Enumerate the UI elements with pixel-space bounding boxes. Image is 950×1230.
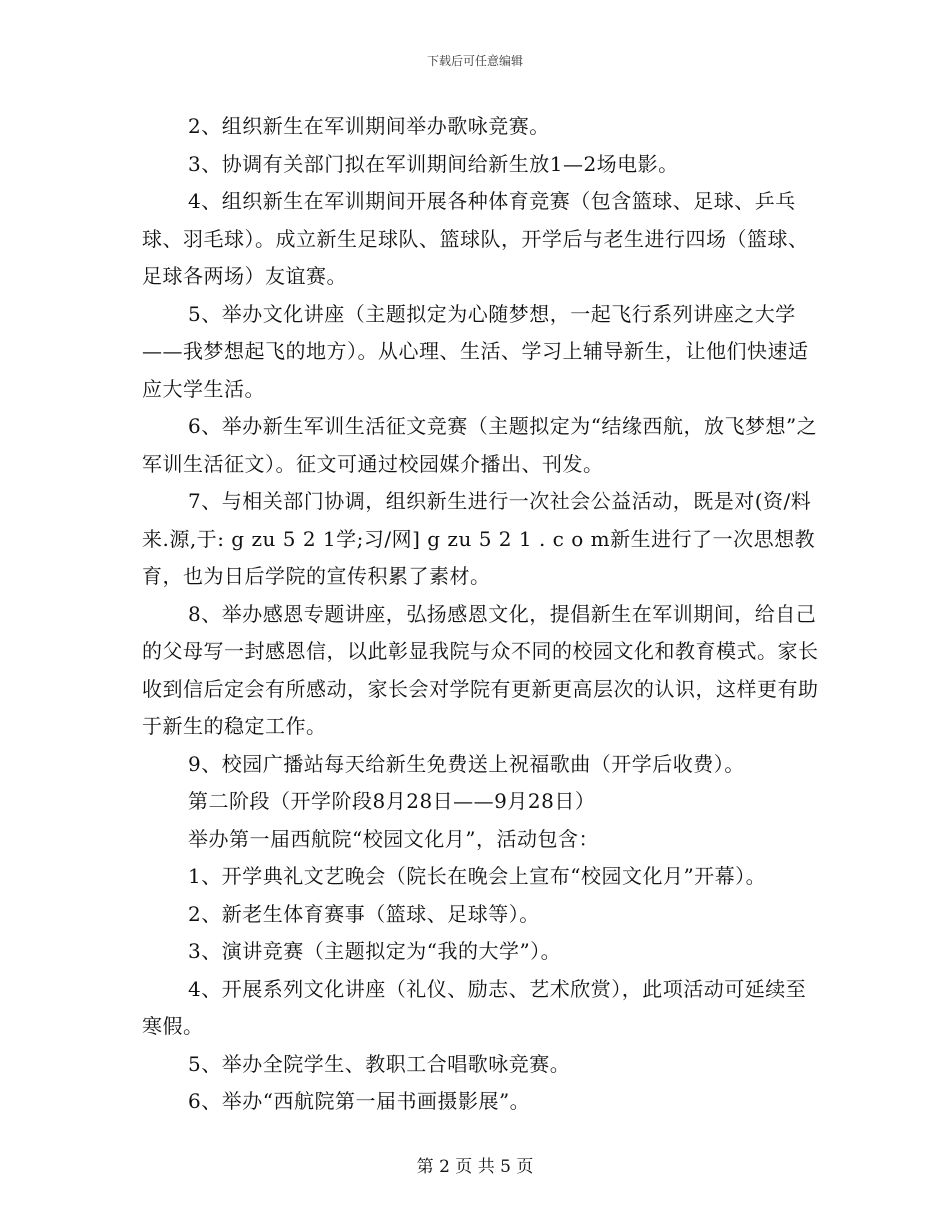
paragraph: 6、举办“西航院第一届书画摄影展”。 — [188, 1089, 531, 1113]
paragraph: 2、新老生体育赛事（篮球、足球等）。 — [188, 901, 540, 926]
paragraph: 举办第一届西航院“校园文化月”，活动包含： — [188, 826, 599, 851]
page-header: 下载后可任意编辑 — [426, 54, 523, 68]
paragraph: 2、组织新生在军训期间举办歌咏竞赛。 — [188, 114, 550, 138]
document-body — [142, 108, 822, 1121]
paragraph: 5、举办文化讲座（主题拟定为心随梦想，一起飞行系列讲座之大学——我梦想起飞的地方）。从心理、生活、学习上辅导新生，让他们快速适应大学生活。 — [142, 301, 809, 401]
paragraph: 8、举办感恩专题讲座，弘扬感恩文化，提倡新生在军训期间，给自己的父母写一封感恩信，以此彰显我院与众不同的校园文化和教育模式。家长收到信后定会有所感动，家长会对学院有更新更高层次的认识，这样更有助于新生的稳定工作。 — [142, 601, 819, 738]
paragraph: 5、举办全院学生、教职工合唱歌咏竞赛。 — [188, 1051, 571, 1076]
paragraph: 7、与相关部门协调，组织新生进行一次社会公益活动，既是对(资/料来.源,于: g zu 5 2 1学;习/网] g zu 5 2 1 . c o m新生进行了一次思想教育，也为日后学院的宣传积累了素材。 — [142, 489, 816, 588]
paragraph: 3、演讲竞赛（主题拟定为“我的大学”）。 — [188, 939, 562, 963]
paragraph: 1、开学典礼文艺晚会（院长在晚会上宣布“校园文化月”开幕）。 — [188, 864, 767, 888]
paragraph: 4、开展系列文化讲座（礼仪、励志、艺术欣赏），此项活动可延续至寒假。 — [142, 976, 807, 1038]
section-heading: 第二阶段（开学阶段8月28日——9月28日） — [188, 789, 596, 813]
paragraph: 6、举办新生军训生活征文竞赛（主题拟定为“结缘西航，放飞梦想”之军训生活征文）。征文可通过校园媒介播出、刊发。 — [142, 414, 818, 476]
paragraph: 3、协调有关部门拟在军训期间给新生放1—2场电影。 — [188, 151, 679, 176]
paragraph: 9、校园广播站每天给新生免费送上祝福歌曲（开学后收费）。 — [188, 751, 745, 776]
paragraph: 4、组织新生在军训期间开展各种体育竞赛（包含篮球、足球、乒乓球、羽毛球）。成立新生足球队、篮球队，开学后与老生进行四场（篮球、足球各两场）友谊赛。 — [142, 189, 809, 288]
page-footer: 第 2 页 共 5 页 — [416, 1157, 534, 1177]
